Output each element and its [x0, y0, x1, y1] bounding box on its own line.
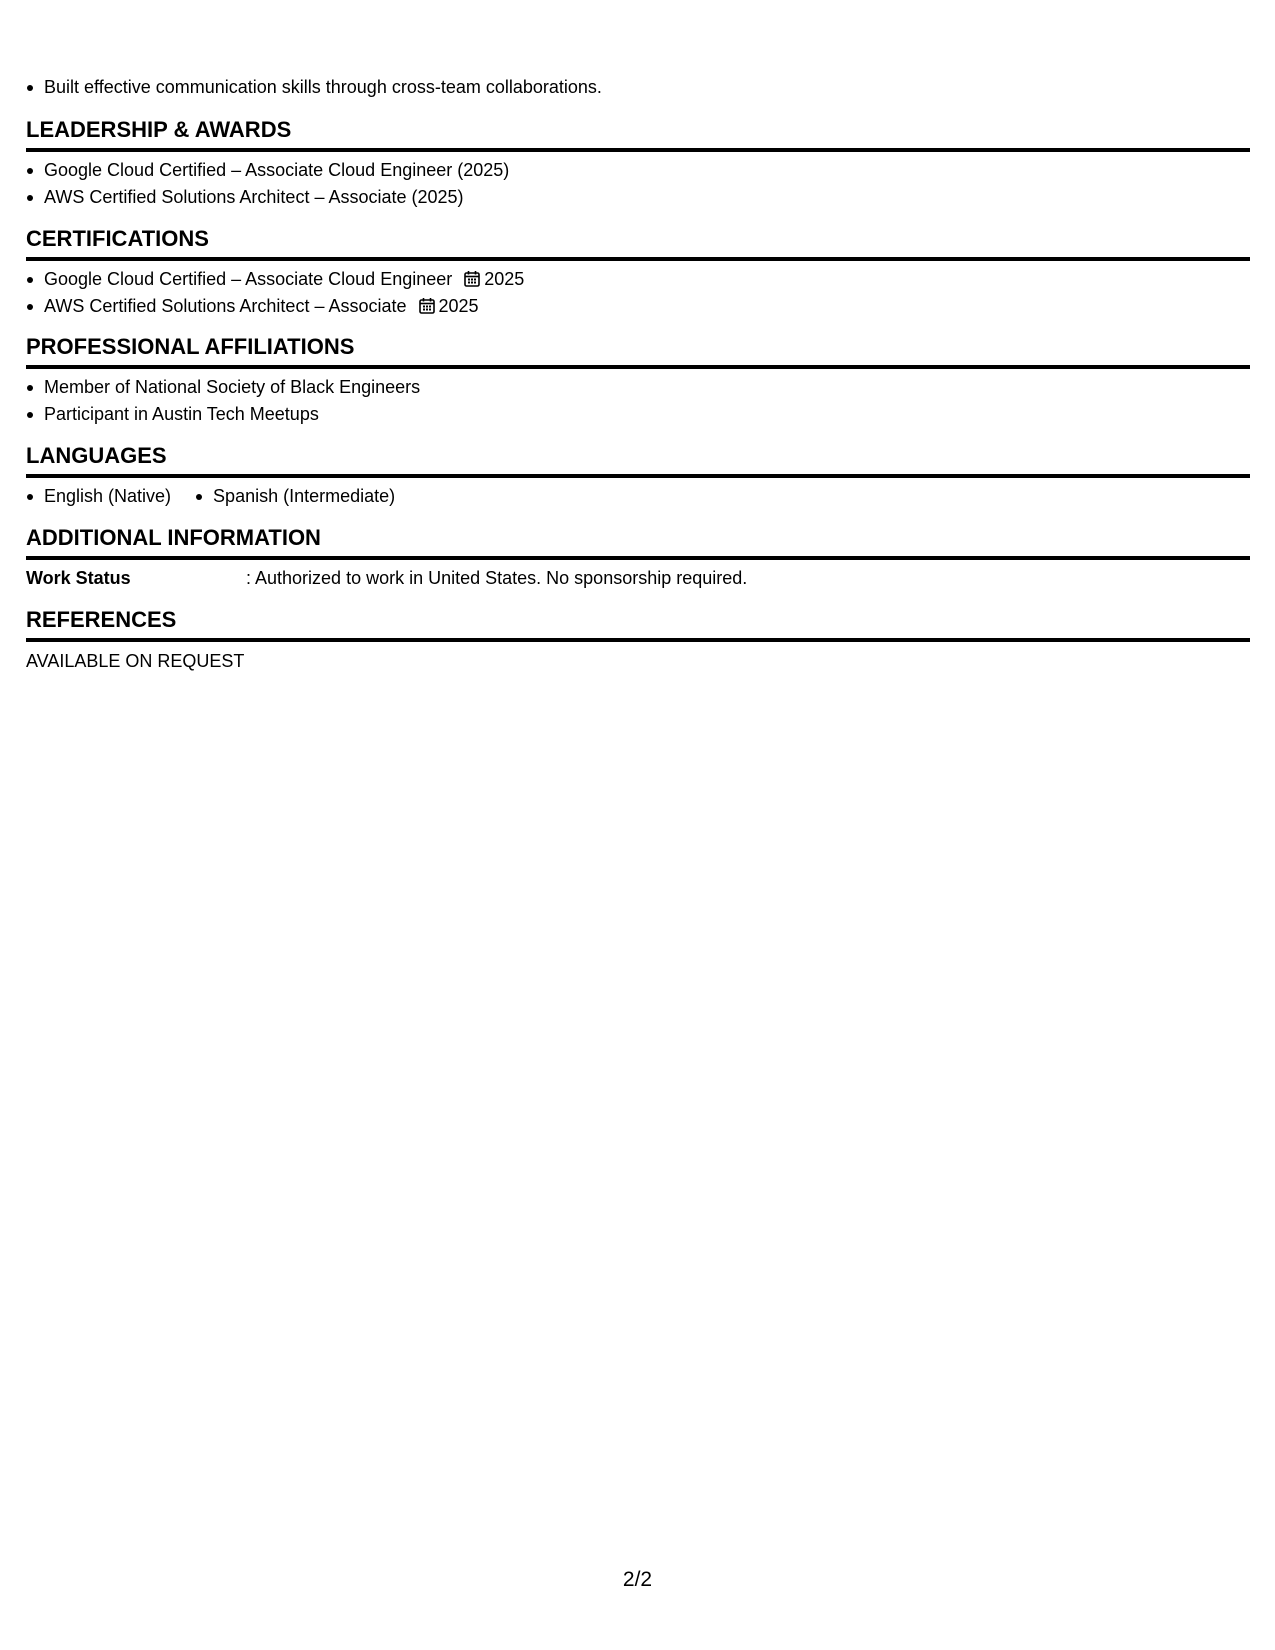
leadership-list: [26, 157, 1250, 211]
list-item: Member of National Society of Black Engineers: [26, 374, 1250, 401]
section-title-leadership: LEADERSHIP & AWARDS: [26, 116, 1250, 152]
section-title-references: REFERENCES: [26, 606, 1250, 642]
references-text: AVAILABLE ON REQUEST: [26, 651, 245, 671]
certification-year: 2025: [484, 269, 525, 289]
certification-date: [464, 266, 524, 293]
certification-date: [419, 293, 479, 320]
list-item: AWS Certified Solutions Architect – Associate (2025): [26, 184, 1250, 211]
language-item: Spanish (Intermediate): [195, 483, 395, 510]
calendar-icon: [464, 270, 480, 287]
language-item: English (Native): [26, 483, 171, 510]
experience-continuation-list: [26, 74, 1250, 101]
section-title-languages: LANGUAGES: [26, 442, 1250, 478]
section-title-certifications: CERTIFICATIONS: [26, 225, 1250, 261]
work-status-value: : Authorized to work in United States. No sponsorship required.: [246, 568, 748, 588]
resume-page: [26, 0, 1250, 675]
certifications-list: [26, 266, 1250, 320]
work-status-label: Work Status: [26, 568, 131, 588]
certification-year: 2025: [438, 296, 479, 316]
certification-name: Google Cloud Certified – Associate Cloud Engineer: [44, 269, 453, 289]
certification-item: [26, 293, 1250, 320]
section-title-additional-information: ADDITIONAL INFORMATION: [26, 524, 1250, 560]
certification-item: [26, 266, 1250, 293]
page-number: 2/2: [622, 1568, 653, 1591]
list-item: Google Cloud Certified – Associate Cloud Engineer (2025): [26, 157, 1250, 184]
work-status-row: [26, 565, 1250, 592]
list-item: Built effective communication skills through cross-team collaborations.: [26, 74, 1250, 101]
section-title-affiliations: PROFESSIONAL AFFILIATIONS: [26, 333, 1250, 369]
languages-list: [26, 483, 1250, 510]
list-item: Participant in Austin Tech Meetups: [26, 401, 1250, 428]
affiliations-list: [26, 374, 1250, 428]
certification-name: AWS Certified Solutions Architect – Associate: [44, 296, 407, 316]
calendar-icon: [419, 297, 435, 314]
